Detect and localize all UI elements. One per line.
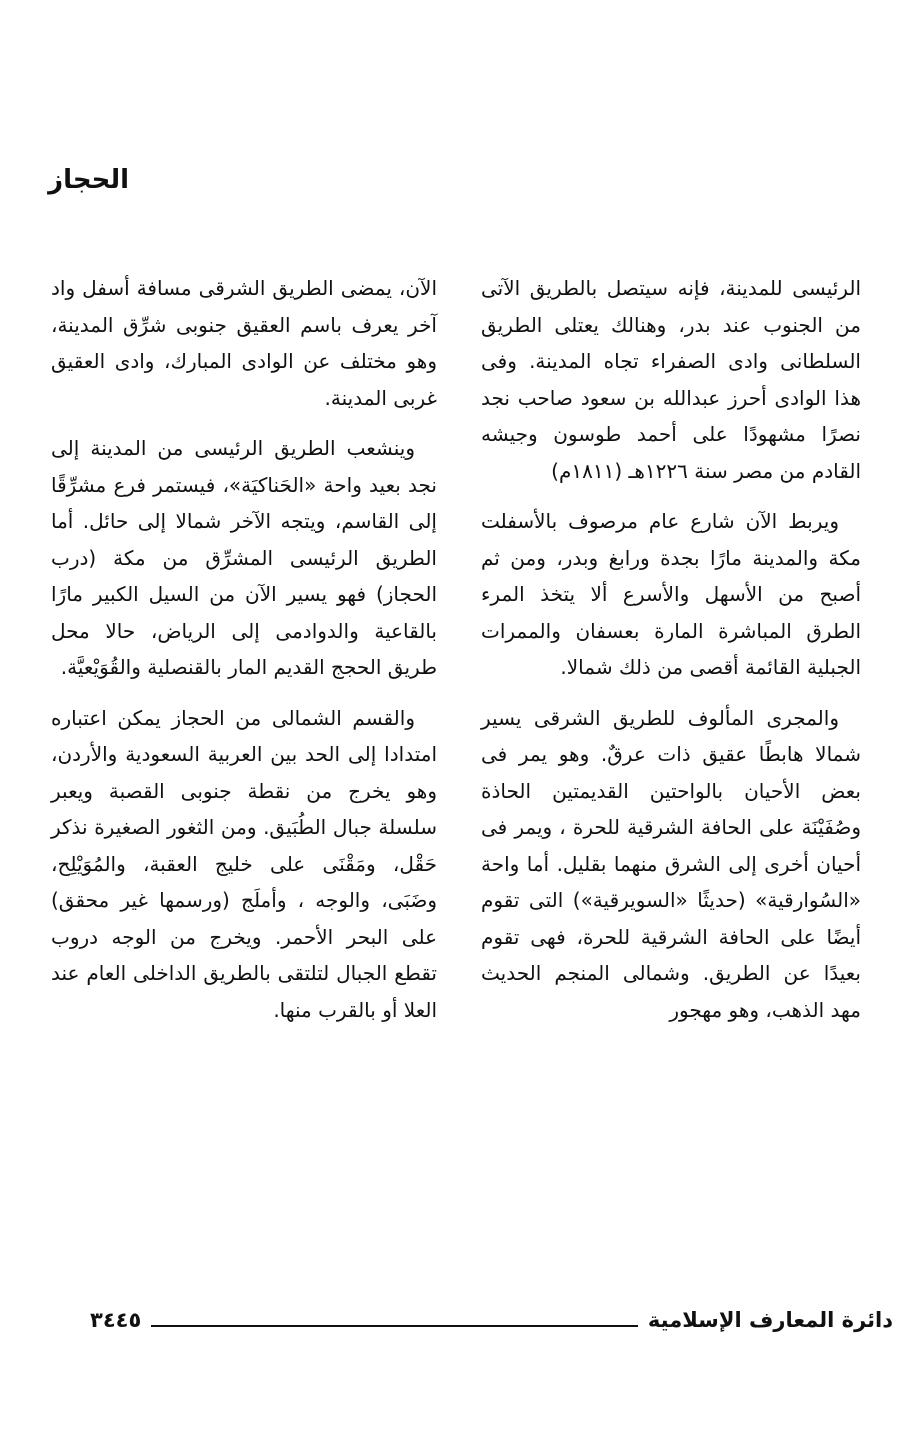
paragraph-right-1: الرئيسى للمدينة، فإنه سيتصل بالطريق الآتى من الجنوب عند بدر، وهنالك يعتلى الطريق السلطانى وادى الصفراء تجاه المدينة. وفى هذا الوادى أحرز عبدالله بن سعود صاحب نجد نصرًا مشهودًا على أحمد طوسون وجيشه القادم من مصر سنة ١٢٢٦هـ (١٨١١م) (481, 276, 861, 483)
paragraph-left-1: الآن، يمضى الطريق الشرقى مسافة أسفل واد آخر يعرف باسم العقيق جنوبى شرِّق المدينة، وهو مختلف عن الوادى المبارك، وادى العقيق غربى المدينة. (51, 276, 437, 410)
footer-publication-title: دائرة المعارف الإسلامية (647, 1308, 893, 1332)
text-column-left (51, 270, 437, 1042)
running-header-title: الحجاز (48, 165, 129, 195)
text-column-right (481, 270, 861, 1042)
paragraph-left-3: والقسم الشمالى من الحجاز يمكن اعتباره امتدادا إلى الحد بين العربية السعودية والأردن، وهو يخرج من نقطة جنوبى القصبة ويعبر سلسلة جبال الطُبَيق. ومن الثغور الصغيرة نذكر حَقْل، ومَقْنَى على خليج العقبة، والمُوَيْلِح، وضَبَى، والوجه ، وأملَج (ورسمها غير محقق) على البحر الأحمر. ويخرج من الوجه دروب تقطع الجبال لتلتقى بالطريق الداخلى العام عند العلا أو بالقرب منها. (51, 705, 437, 1022)
paragraph-right-2: ويربط الآن شارع عام مرصوف بالأسفلت مكة والمدينة مارًا بجدة ورابغ وبدر، ومن ثم أصبح من الأسهل والأسرع ألا يتخذ المرء الطرق المباشرة المارة بعسفان والممرات الجبلية القائمة أقصى من ذلك شمالا. (481, 509, 861, 679)
footer-rule (151, 1325, 638, 1327)
page-number: ٣٤٤٥ (90, 1308, 142, 1332)
page-footer (90, 1300, 893, 1340)
paragraph-right-3: والمجرى المألوف للطريق الشرقى يسير شمالا هابطًا عقيق ذات عرقٌ. وهو يمر فى بعض الأحيان بالواحتين القديمتين الحاذة وصُفَيْنَة على الحافة الشرقية للحرة ، ويمر فى أحيان أخرى إلى الشرق منهما بقليل. أما واحة «السُوارقية» (حديثًا «السويرقية») التى تقوم أيضًا على الحافة الشرقية للحرة، فهى تقوم بعيدًا عن الطريق. وشمالى المنجم الحديث مهد الذهب، وهو مهجور (481, 705, 861, 1022)
paragraph-left-2: وينشعب الطريق الرئيسى من المدينة إلى نجد بعيد واحة «الحَناكيَة»، فيستمر فرع مشرِّقًا إلى القاسم، ويتجه الآخر شمالا إلى حائل. أما الطريق الرئيسى المشرِّق من مكة (درب الحجاز) فهو يسير الآن من السيل الكبير مارًا بالقاعية والدوادمى إلى الرياض، حالا محل طريق الحجج القديم المار بالقنصلية والقُوَيْعيَّة. (51, 436, 437, 679)
